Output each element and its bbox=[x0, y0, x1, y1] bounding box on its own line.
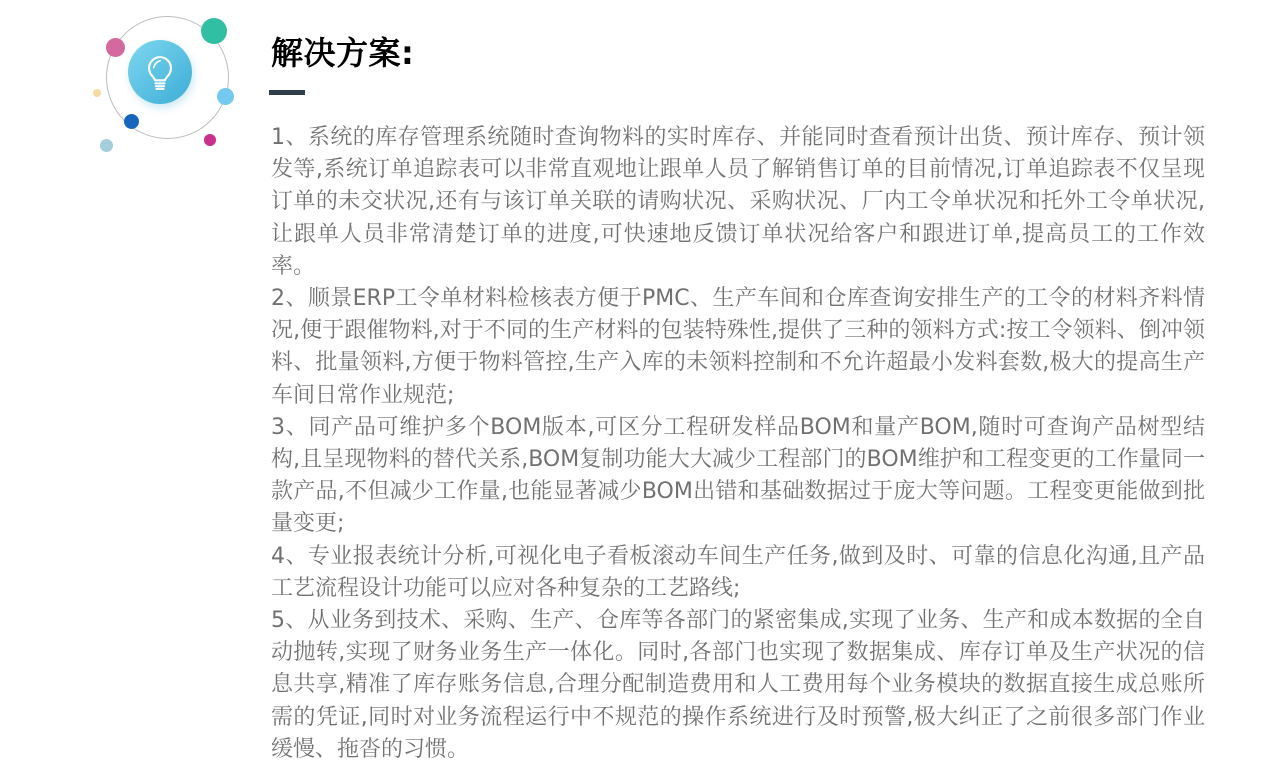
dot-light-blue bbox=[217, 88, 234, 105]
paragraph-4: 4、专业报表统计分析,可视化电子看板滚动车间生产任务,做到及时、可靠的信息化沟通,且产品工艺流程设计功能可以应对各种复杂的工艺路线; bbox=[271, 543, 1205, 601]
page-title: 解决方案: bbox=[271, 34, 415, 72]
dot-pale-blue bbox=[100, 139, 113, 152]
dot-pink bbox=[106, 38, 125, 57]
paragraph-2: 2、顺景ERP工令单材料检核表方便于PMC、生产车间和仓库查询安排生产的工令的材料齐料情况,便于跟催物料,对于不同的生产材料的包装特殊性,提供了三种的领料方式:按工令领料、倒冲领料、批量领料,方便于物料管控,生产入库的未领料控制和不允许超最小发料套数,极大的提高生产车间日常作业规范; bbox=[271, 286, 1205, 408]
solution-text bbox=[271, 122, 1205, 766]
dot-teal bbox=[201, 18, 227, 44]
lightbulb-decoration bbox=[85, 5, 250, 170]
paragraph-1: 1、系统的库存管理系统随时查询物料的实时库存、并能同时查看预计出货、预计库存、预计领发等,系统订单追踪表可以非常直观地让跟单人员了解销售订单的目前情况,订单追踪表不仅呈现订单的未交状况,还有与该订单关联的请购状况、采购状况、厂内工令单状况和托外工令单状况,让跟单人员非常清楚订单的进度,可快速地反馈订单状况给客户和跟进订单,提高员工的工作效率。 bbox=[271, 125, 1205, 279]
dot-magenta bbox=[204, 134, 216, 146]
paragraph-5: 5、从业务到技术、采购、生产、仓库等各部门的紧密集成,实现了业务、生产和成本数据的全自动抛转,实现了财务业务生产一体化。同时,各部门也实现了数据集成、库存订单及生产状况的信息共享,精准了库存账务信息,合理分配制造费用和人工费用每个业务模块的数据直接生成总账所需的凭证,同时对业务流程运行中不规范的操作系统进行及时预警,极大纠正了之前很多部门作业缓慢、拖沓的习惯。 bbox=[271, 608, 1205, 762]
dot-dark-blue bbox=[124, 114, 139, 129]
paragraph-3: 3、同产品可维护多个BOM版本,可区分工程研发样品BOM和量产BOM,随时可查询产品树型结构,且呈现物料的替代关系,BOM复制功能大大减少工程部门的BOM维护和工程变更的工作量同一款产品,不但减少工作量,也能显著减少BOM出错和基础数据过于庞大等问题。工程变更能做到批量变更; bbox=[271, 414, 1205, 537]
bulb-circle bbox=[128, 40, 192, 104]
title-underline bbox=[269, 90, 305, 95]
dot-yellow bbox=[93, 89, 101, 97]
lightbulb-icon bbox=[139, 51, 181, 93]
